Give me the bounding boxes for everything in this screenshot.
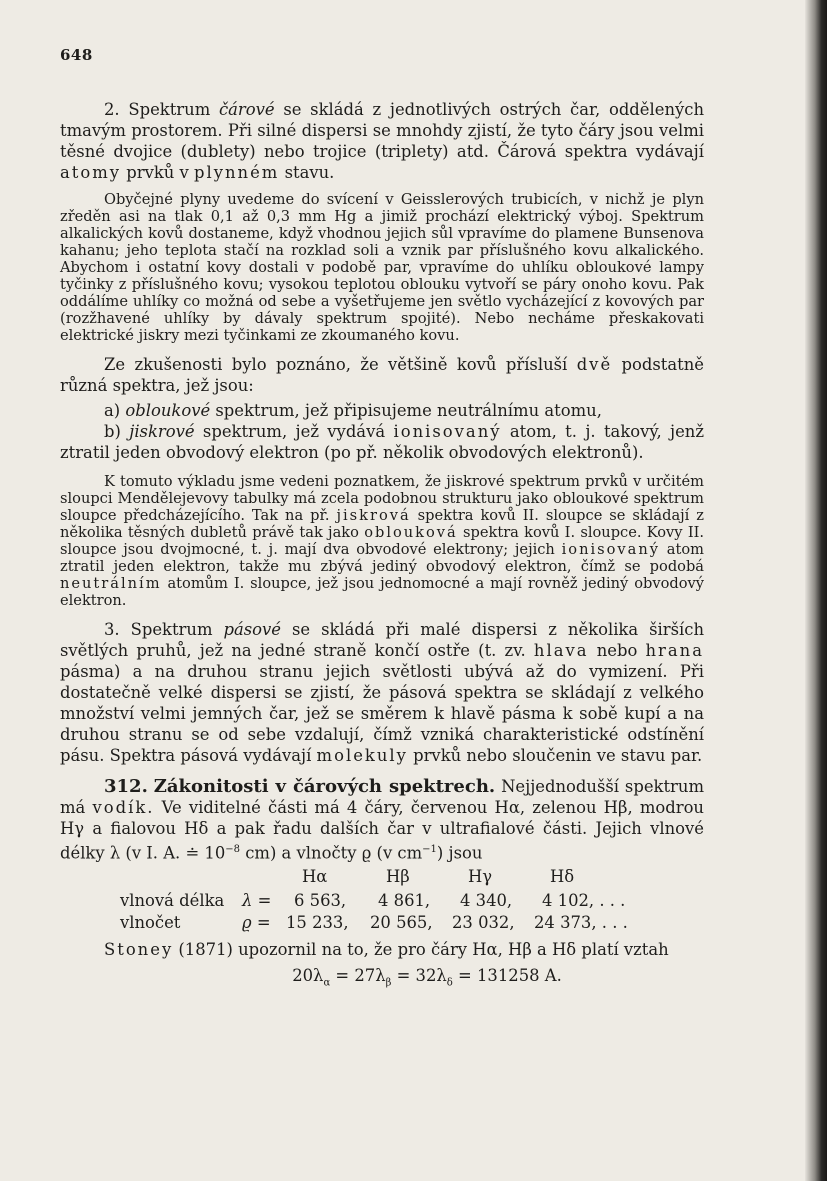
book-page [60, 46, 704, 989]
formula-part: = 32λ [391, 966, 447, 986]
list-marker: a) [104, 401, 126, 420]
text: prvků v [121, 163, 194, 182]
text: se skládá z jednotlivých ostrých čar, oddělených tmavým prostorem. Při silné dispersi se mnohdy zjistí, že tyto čáry jsou velmi těsné dvojice (dublety) nebo trojice (triplety) atd. Čárová spektra vydávají [60, 100, 704, 161]
emphasis: pásové [223, 620, 281, 639]
superscript: −8 [225, 844, 241, 855]
text: Ze zkušenosti bylo poznáno, že většině kovů přísluší [104, 355, 577, 374]
table-cell: 24 373, . . . [534, 913, 628, 933]
text: podstatně různá spektra, jež jsou: [60, 355, 704, 395]
list-item-spark-spectrum [60, 421, 704, 463]
hydrogen-lines-table [60, 865, 704, 935]
spaced-text: jiskrová [336, 507, 411, 524]
section-number: 312. [104, 776, 148, 797]
text: (1871) upozornil na to, že pro čáry Hα, Hβ a Hδ platí vztah [173, 940, 669, 960]
paragraph-line-spectrum [60, 99, 704, 183]
spaced-text: atomy [60, 163, 122, 182]
table-cell: 4 102, . . . [542, 891, 626, 911]
book-binding-shadow [805, 0, 827, 1181]
table-row-symbol: λ = [242, 891, 272, 911]
paragraph-stoney [60, 939, 704, 960]
spaced-text: molekuly [316, 746, 408, 765]
text: spektrum, jež vydává [194, 422, 394, 441]
list-item-arc-spectrum [60, 400, 704, 421]
spaced-text: hrana [645, 641, 704, 660]
text: atom ztratil jeden elektron, takže mu zbývá jediný obvodový elektron, čímž se podobá [60, 541, 704, 575]
spaced-text: ionisovaný [393, 422, 502, 441]
table-cell: 23 032, [452, 913, 515, 933]
spaced-text: ionisovaný [561, 541, 661, 558]
table-cell: 4 861, [378, 891, 431, 911]
table-header-cell: Hγ [468, 867, 493, 887]
text: nebo [588, 641, 646, 660]
formula-subscript: β [385, 977, 392, 989]
spaced-text: vodík. [92, 798, 155, 817]
spaced-text: plynném [194, 163, 280, 182]
stoney-formula [60, 966, 704, 988]
formula-part: 20λ [292, 966, 324, 986]
formula-subscript: δ [446, 977, 453, 989]
text: atom, t. j. takový, jenž ztratil jeden obvodový elektron (po př. několik obvodových elektronů). [60, 422, 704, 462]
text: se skládá při malé dispersi z několika širších světlých pruhů, jež na jedné straně končí ostře (t. zv. [60, 620, 704, 660]
formula-part: = 131258 A. [452, 966, 562, 986]
emphasis: čárové [218, 100, 275, 119]
list-marker: b) [104, 422, 130, 441]
table-cell: 6 563, [294, 891, 347, 911]
table-header-cell: Hα [302, 867, 328, 887]
emphasis: obloukové [125, 401, 211, 420]
superscript: −1 [422, 844, 437, 855]
paragraph-band-spectrum [60, 619, 704, 766]
section-title: Zákonitosti v čárových spektrech. [153, 776, 496, 797]
page-number: 648 [60, 46, 93, 64]
text: 2. Spektrum [104, 100, 219, 119]
text: atomům I. sloupce, jež jsou jednomocné a mají rovněž jediný obvodový elektron. [60, 575, 704, 609]
section-312 [60, 776, 704, 863]
table-row-symbol: ϱ = [242, 913, 271, 933]
text: spektra kovů II. sloupce se skládají z několika těsných dubletů právě tak jako [60, 507, 704, 541]
text: spektrum, jež připisujeme neutrálnímu atomu, [210, 401, 602, 420]
table-header-cell: Hδ [550, 867, 575, 887]
paragraph-mendeleev-structure [60, 473, 704, 609]
table-header-cell: Hβ [386, 867, 410, 887]
emphasis: jiskrové [129, 422, 195, 441]
table-cell: 15 233, [286, 913, 349, 933]
table-row-label: vlnočet [120, 913, 181, 933]
text: pásma) a na druhou stranu jejich světlosti ubývá až do vymizení. Při dostatečně velké dispersi se zjistí, že pásová spektra se skládají z velkého množství velmi jemných čar, jež se směrem k hlavě pásma k sobě kupí a na druhou stranu se od sebe vzdalují, čímž vzniká charakteristické odstínění pásu. Spektra pásová vydávají [60, 662, 704, 765]
spaced-text: hlava [533, 641, 589, 660]
spaced-text: oblouková [364, 524, 458, 541]
text: stavu. [279, 163, 335, 182]
paragraph-gas-excitation: Obyčejné plyny uvedeme do svícení v Geisslerových trubicích, v nichž je plyn zředěn asi na tlak 0,1 až 0,3 mm Hg a jimiž prochází elektrický výboj. Spektrum alkalických kovů dostaneme, když vhodnou jejich sůl vpravíme do plamene Bunsenova kahanu; jeho teplota stačí na rozklad soli a vznik par příslušného kovu alkalického. Abychom i ostatní kovy dostali v podobě par, vpravíme do uhlíku obloukové lampy tyčinky z příslušného kovu; vysokou teplotou oblouku vytvoří se páry onoho kovu. Pak oddálíme uhlíky co možná od sebe a vyšetřujeme jen světlo vycházející z kovových par (rozžhavené uhlíky by dávaly spektrum spojité). Nebo necháme přeskakovati elektrické jiskry mezi tyčinkami ze zkoumaného kovu. [60, 191, 704, 344]
text: Ve viditelné části má 4 čáry, červenou Hα, zelenou Hβ, modrou Hγ a fialovou Hδ a pak řadu dalších čar v ultrafialové části. Jejich vlnové délky λ (v I. A. ≐ 10 [60, 798, 704, 863]
text: prvků nebo sloučenin ve stavu par. [407, 746, 703, 765]
table-cell: 20 565, [370, 913, 433, 933]
formula-subscript: α [323, 977, 331, 989]
text: cm) a vlnočty ϱ (v cm [240, 843, 423, 863]
text: ) jsou [436, 843, 483, 863]
text: 3. Spektrum [104, 620, 224, 639]
table-cell: 4 340, [460, 891, 513, 911]
table-row-label: vlnová délka [120, 891, 225, 911]
spaced-text: Stoney [104, 940, 174, 960]
paragraph-two-spectra [60, 354, 704, 396]
text: K tomuto výkladu jsme vedeni poznatkem, že jiskrové spektrum prvků v určitém sloupci Mendělejevovy tabulky má zcela podobnou strukturu jako obloukové spektrum sloupce předcházejícího. Tak na př. [60, 473, 704, 524]
spaced-text: dvě [576, 355, 613, 374]
spaced-text: neutrálním [60, 575, 162, 592]
formula-part: = 27λ [330, 966, 386, 986]
text: Nejjednodušší spektrum má [60, 777, 704, 817]
text: spektra kovů I. sloupce. Kovy II. sloupce jsou dvojmocné, t. j. mají dva obvodové elektrony; jejich [60, 524, 704, 558]
